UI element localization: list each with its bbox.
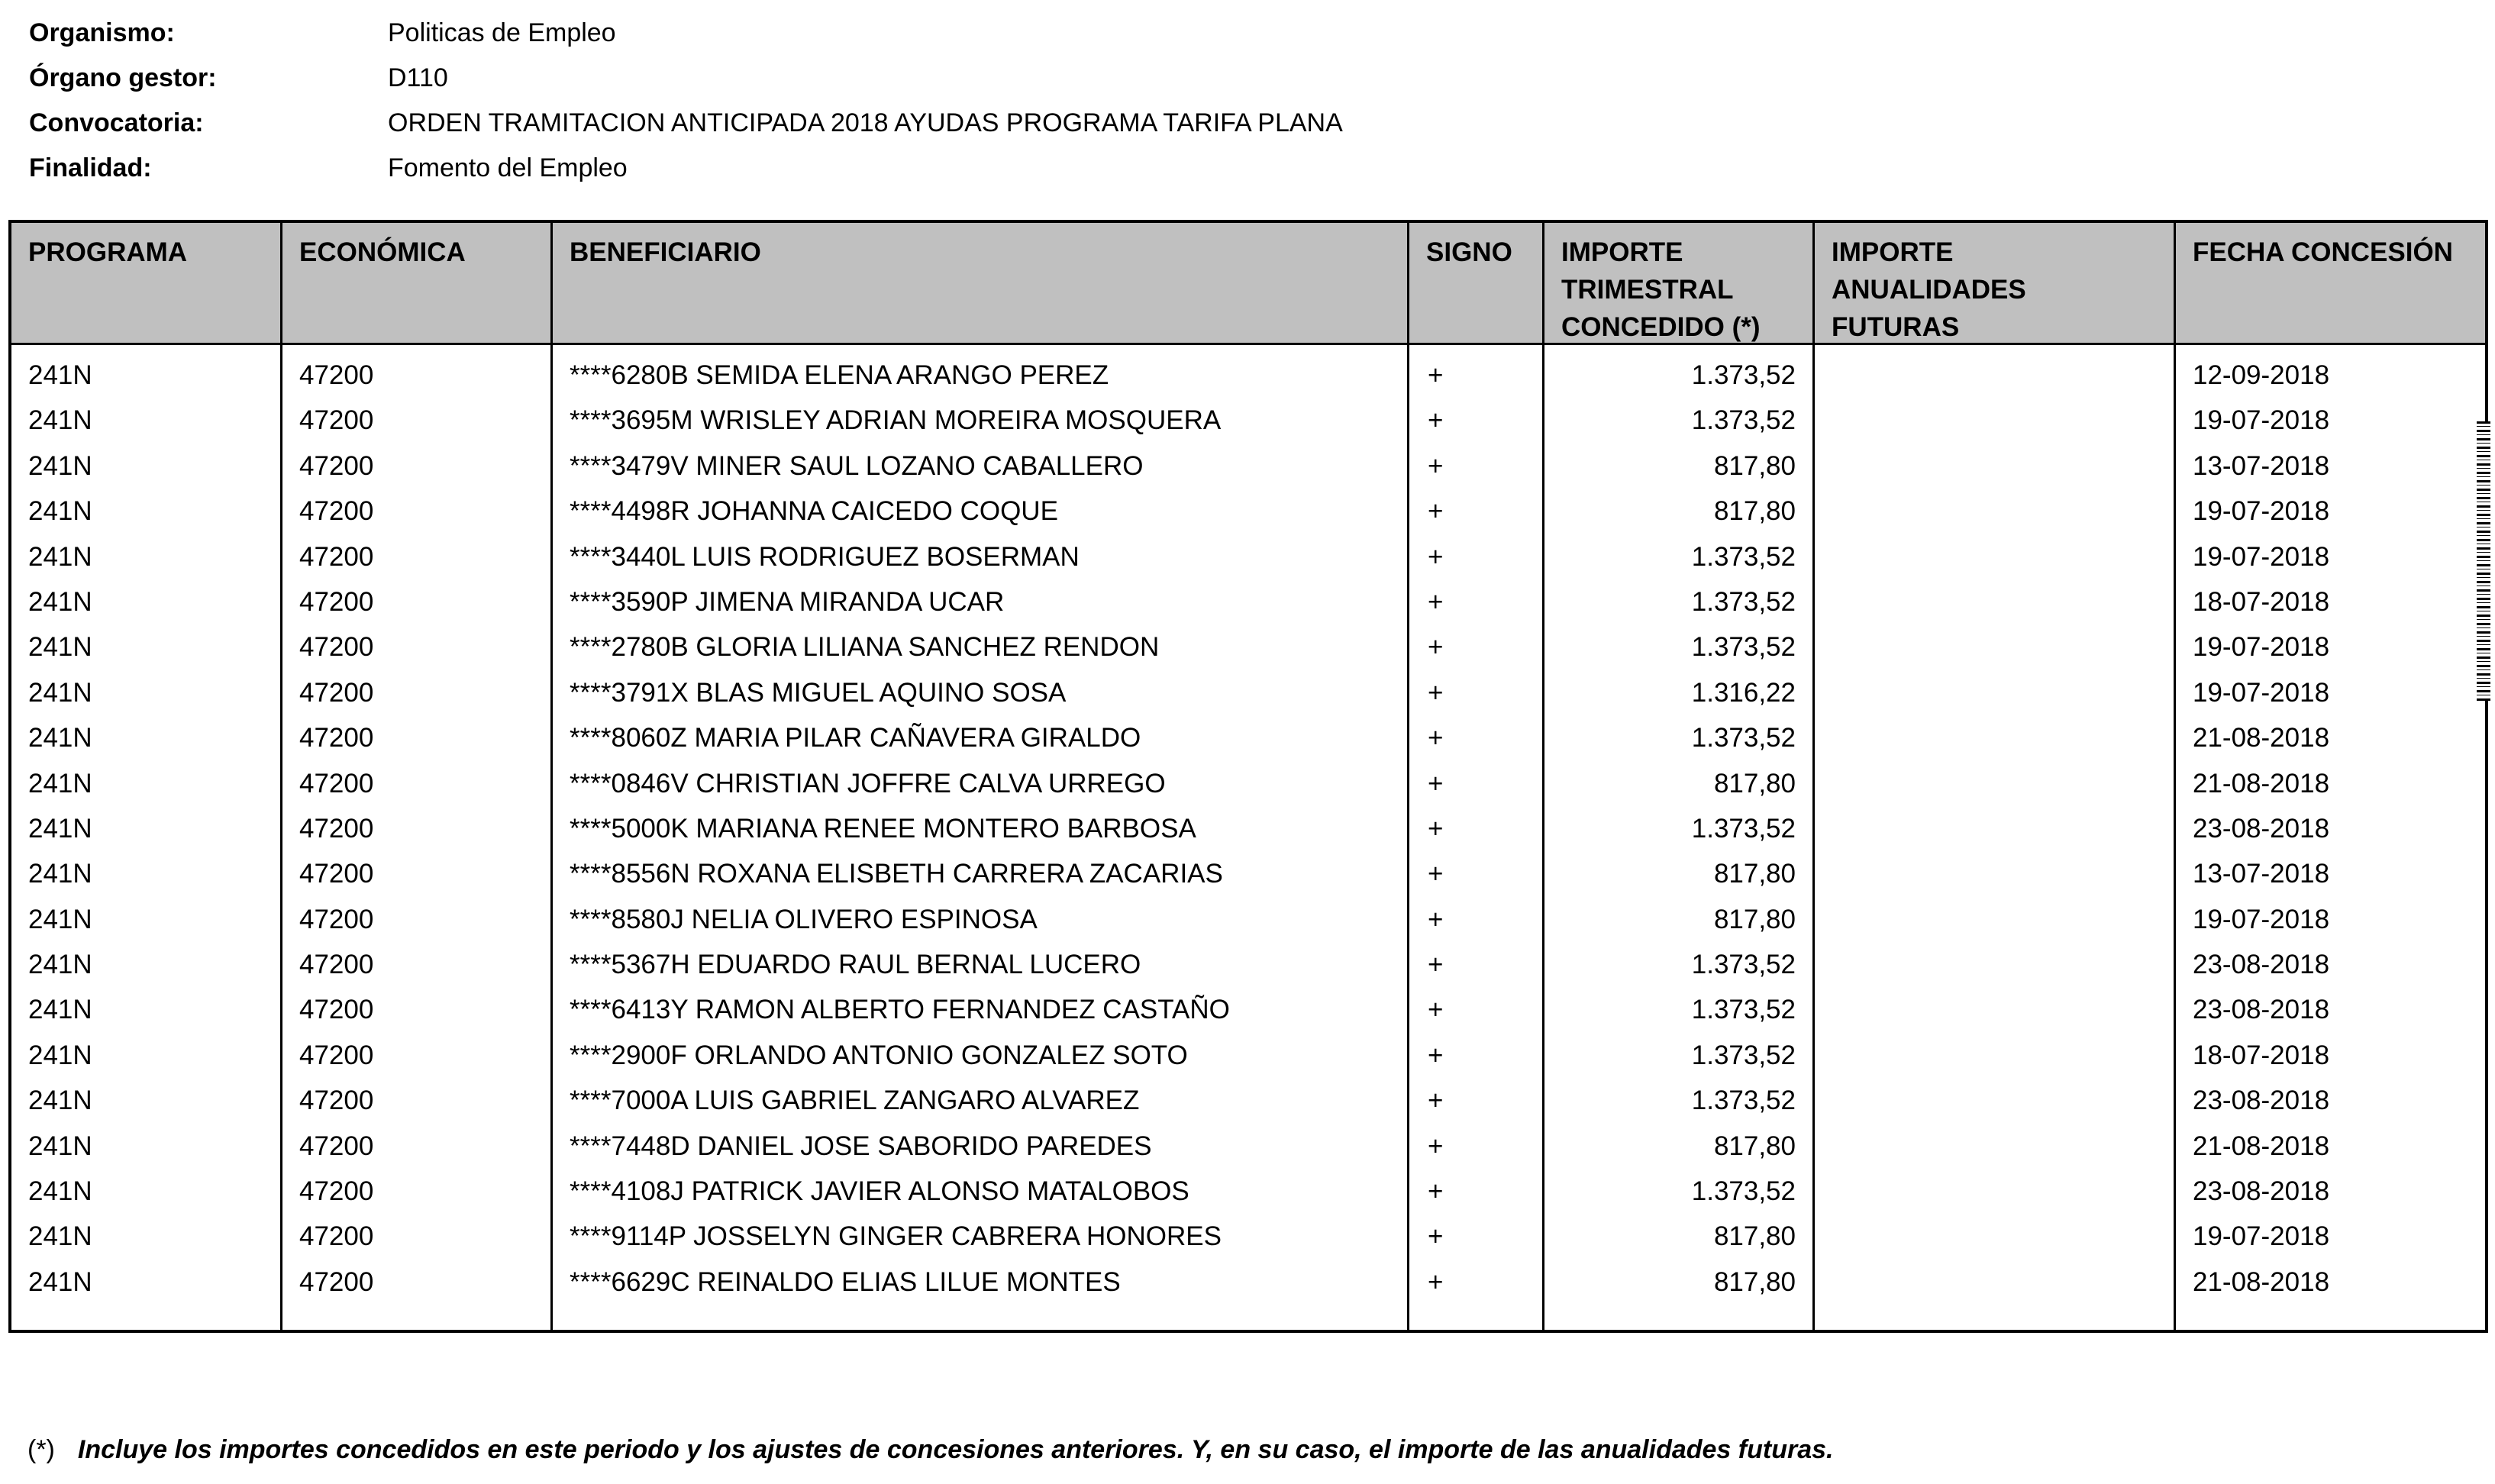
document-header	[29, 11, 1343, 191]
cell-fecha: 23-08-2018	[2193, 1176, 2330, 1207]
cell-economica: 47200	[299, 950, 374, 980]
cell-anualidades	[1815, 624, 2174, 669]
cell-signo: +	[1428, 677, 1444, 708]
cell-importe: 817,80	[1713, 1131, 1796, 1161]
cell-programa: 241N	[28, 950, 92, 980]
cell-signo: +	[1428, 360, 1444, 390]
cell-signo: +	[1428, 1131, 1444, 1161]
side-barcode	[2477, 421, 2490, 701]
cell-beneficiario: ****6280B SEMIDA ELENA ARANGO PEREZ	[570, 360, 1109, 390]
cell-fecha: 19-07-2018	[2193, 632, 2330, 663]
cell-signo: +	[1428, 541, 1444, 572]
cell-anualidades	[1815, 579, 2174, 624]
cell-anualidades	[1815, 715, 2174, 760]
cell-beneficiario: ****6413Y RAMON ALBERTO FERNANDEZ CASTAÑO	[570, 995, 1230, 1025]
cell-anualidades	[1815, 1033, 2174, 1078]
column-economica	[282, 223, 553, 1330]
cell-fecha: 19-07-2018	[2193, 405, 2330, 436]
header-signo	[1409, 223, 1542, 345]
cell-anualidades	[1815, 489, 2174, 534]
cell-importe: 1.373,52	[1691, 950, 1796, 980]
cell-beneficiario: ****8556N ROXANA ELISBETH CARRERA ZACARIAS	[570, 859, 1223, 889]
cell-importe: 817,80	[1713, 904, 1796, 934]
cell-economica: 47200	[299, 1266, 374, 1297]
cell-economica: 47200	[299, 677, 374, 708]
cell-programa: 241N	[28, 1221, 92, 1252]
cell-fecha: 13-07-2018	[2193, 859, 2330, 889]
header-anual-line-2: ANUALIDADES	[1832, 275, 2026, 305]
cell-signo: +	[1428, 768, 1444, 798]
cell-anualidades	[1815, 761, 2174, 806]
cell-economica: 47200	[299, 768, 374, 798]
cell-anualidades	[1815, 897, 2174, 942]
cell-programa: 241N	[28, 1131, 92, 1161]
cell-programa: 241N	[28, 496, 92, 527]
cell-economica: 47200	[299, 450, 374, 481]
cell-programa: 241N	[28, 586, 92, 617]
cell-programa: 241N	[28, 859, 92, 889]
cell-anualidades	[1815, 987, 2174, 1032]
header-beneficiario-label: BENEFICIARIO	[570, 237, 761, 267]
cell-importe: 1.373,52	[1691, 1176, 1796, 1207]
cell-fecha: 19-07-2018	[2193, 677, 2330, 708]
cell-importe: 1.373,52	[1691, 405, 1796, 436]
cell-economica: 47200	[299, 405, 374, 436]
cell-economica: 47200	[299, 1221, 374, 1252]
footnote	[27, 1435, 1833, 1465]
cell-signo: +	[1428, 586, 1444, 617]
cell-importe: 1.373,52	[1691, 586, 1796, 617]
cell-anualidades	[1815, 444, 2174, 489]
cell-signo: +	[1428, 632, 1444, 663]
cell-economica: 47200	[299, 1131, 374, 1161]
cell-programa: 241N	[28, 541, 92, 572]
organo-value: D110	[388, 63, 448, 92]
cell-fecha: 23-08-2018	[2193, 1086, 2330, 1116]
cell-fecha: 13-07-2018	[2193, 450, 2330, 481]
cell-fecha: 19-07-2018	[2193, 1221, 2330, 1252]
cell-signo: +	[1428, 995, 1444, 1025]
header-programa-label: PROGRAMA	[28, 237, 188, 267]
meta-organo-gestor	[29, 56, 1343, 101]
header-economica-label: ECONÓMICA	[299, 237, 466, 267]
cell-importe: 1.373,52	[1691, 360, 1796, 390]
cell-importe: 1.373,52	[1691, 632, 1796, 663]
header-beneficiario	[553, 223, 1407, 345]
cell-beneficiario: ****6629C REINALDO ELIAS LILUE MONTES	[570, 1266, 1121, 1297]
cell-beneficiario: ****4108J PATRICK JAVIER ALONSO MATALOBOS	[570, 1176, 1189, 1207]
cells-fecha	[2176, 345, 2485, 1305]
meta-finalidad	[29, 146, 1343, 191]
cell-fecha: 21-08-2018	[2193, 1131, 2330, 1161]
column-signo	[1409, 223, 1544, 1330]
cell-importe: 1.373,52	[1691, 723, 1796, 753]
cell-beneficiario: ****3791X BLAS MIGUEL AQUINO SOSA	[570, 677, 1067, 708]
column-programa	[11, 223, 282, 1330]
footnote-marker: (*)	[27, 1435, 55, 1464]
cell-beneficiario: ****3695M WRISLEY ADRIAN MOREIRA MOSQUERA	[570, 405, 1222, 436]
cell-signo: +	[1428, 723, 1444, 753]
cell-beneficiario: ****7000A LUIS GABRIEL ZANGARO ALVAREZ	[570, 1086, 1140, 1116]
cell-economica: 47200	[299, 586, 374, 617]
cells-programa	[11, 345, 280, 1305]
cell-signo: +	[1428, 904, 1444, 934]
cell-importe: 1.373,52	[1691, 813, 1796, 844]
cell-signo: +	[1428, 1221, 1444, 1252]
cell-beneficiario: ****3440L LUIS RODRIGUEZ BOSERMAN	[570, 541, 1080, 572]
cell-programa: 241N	[28, 360, 92, 390]
cell-fecha: 21-08-2018	[2193, 768, 2330, 798]
cell-fecha: 23-08-2018	[2193, 813, 2330, 844]
cell-beneficiario: ****8580J NELIA OLIVERO ESPINOSA	[570, 904, 1038, 934]
cell-signo: +	[1428, 950, 1444, 980]
cell-programa: 241N	[28, 813, 92, 844]
cells-anualidades	[1815, 345, 2174, 1305]
cell-beneficiario: ****4498R JOHANNA CAICEDO COQUE	[570, 496, 1058, 527]
cell-economica: 47200	[299, 541, 374, 572]
cell-signo: +	[1428, 1086, 1444, 1116]
cell-importe: 1.373,52	[1691, 1040, 1796, 1070]
cell-economica: 47200	[299, 859, 374, 889]
cell-fecha: 18-07-2018	[2193, 1040, 2330, 1070]
footnote-text: Incluye los importes concedidos en este periodo y los ajustes de concesiones anteriores. Y, en su caso, el importe de las anualidades futuras.	[77, 1435, 1834, 1464]
header-anual-line-3: FUTURAS	[1832, 312, 1960, 342]
header-fecha-label: FECHA CONCESIÓN	[2193, 237, 2453, 267]
cell-beneficiario: ****9114P JOSSELYN GINGER CABRERA HONORES	[570, 1221, 1222, 1252]
cell-signo: +	[1428, 1176, 1444, 1207]
cell-anualidades	[1815, 398, 2174, 443]
cell-anualidades	[1815, 1169, 2174, 1214]
header-importe-line-3: CONCEDIDO (*)	[1561, 312, 1761, 342]
cell-economica: 47200	[299, 632, 374, 663]
cells-beneficiario	[553, 345, 1407, 1305]
cell-beneficiario: ****2900F ORLANDO ANTONIO GONZALEZ SOTO	[570, 1040, 1188, 1070]
cells-importe	[1544, 345, 1812, 1305]
cell-programa: 241N	[28, 768, 92, 798]
cell-programa: 241N	[28, 1086, 92, 1116]
finalidad-value: Fomento del Empleo	[388, 153, 628, 182]
cell-fecha: 21-08-2018	[2193, 1266, 2330, 1297]
cell-fecha: 23-08-2018	[2193, 950, 2330, 980]
cell-importe: 817,80	[1713, 450, 1796, 481]
cell-importe: 1.373,52	[1691, 541, 1796, 572]
column-fecha-concesion	[2176, 223, 2485, 1330]
cell-importe: 1.373,52	[1691, 1086, 1796, 1116]
cell-anualidades	[1815, 806, 2174, 851]
header-fecha-concesion	[2176, 223, 2485, 345]
header-importe-line-2: TRIMESTRAL	[1561, 275, 1734, 305]
cell-programa: 241N	[28, 1266, 92, 1297]
header-anual-line-1: IMPORTE	[1832, 237, 1954, 267]
cell-signo: +	[1428, 450, 1444, 481]
cell-signo: +	[1428, 859, 1444, 889]
cell-signo: +	[1428, 813, 1444, 844]
cell-beneficiario: ****7448D DANIEL JOSE SABORIDO PAREDES	[570, 1131, 1152, 1161]
cell-beneficiario: ****3590P JIMENA MIRANDA UCAR	[570, 586, 1005, 617]
cell-anualidades	[1815, 353, 2174, 398]
header-importe-line-1: IMPORTE	[1561, 237, 1683, 267]
cell-economica: 47200	[299, 723, 374, 753]
cell-signo: +	[1428, 496, 1444, 527]
cell-programa: 241N	[28, 723, 92, 753]
cell-economica: 47200	[299, 1086, 374, 1116]
cell-signo: +	[1428, 1266, 1444, 1297]
finalidad-label: Finalidad:	[29, 153, 152, 182]
organismo-value: Politicas de Empleo	[388, 18, 616, 47]
column-importe-trimestral	[1544, 223, 1815, 1330]
cell-fecha: 21-08-2018	[2193, 723, 2330, 753]
organismo-label: Organismo:	[29, 18, 175, 47]
cell-economica: 47200	[299, 496, 374, 527]
cell-importe: 1.373,52	[1691, 995, 1796, 1025]
cell-signo: +	[1428, 405, 1444, 436]
header-importe-trimestral	[1544, 223, 1812, 345]
cell-anualidades	[1815, 942, 2174, 987]
cell-economica: 47200	[299, 904, 374, 934]
cell-fecha: 19-07-2018	[2193, 904, 2330, 934]
cell-importe: 1.316,22	[1691, 677, 1796, 708]
header-signo-label: SIGNO	[1426, 237, 1512, 267]
cell-fecha: 19-07-2018	[2193, 541, 2330, 572]
convocatoria-value: ORDEN TRAMITACION ANTICIPADA 2018 AYUDAS PROGRAMA TARIFA PLANA	[388, 108, 1343, 137]
cell-programa: 241N	[28, 1040, 92, 1070]
cell-beneficiario: ****8060Z MARIA PILAR CAÑAVERA GIRALDO	[570, 723, 1141, 753]
cell-beneficiario: ****3479V MINER SAUL LOZANO CABALLERO	[570, 450, 1144, 481]
cell-importe: 817,80	[1713, 1221, 1796, 1252]
cell-programa: 241N	[28, 1176, 92, 1207]
cell-beneficiario: ****0846V CHRISTIAN JOFFRE CALVA URREGO	[570, 768, 1166, 798]
cell-anualidades	[1815, 1214, 2174, 1259]
grants-table	[8, 220, 2488, 1333]
cells-signo	[1409, 345, 1542, 1305]
column-beneficiario	[553, 223, 1409, 1330]
cell-fecha: 23-08-2018	[2193, 995, 2330, 1025]
cell-economica: 47200	[299, 360, 374, 390]
cell-fecha: 12-09-2018	[2193, 360, 2330, 390]
organo-label: Órgano gestor:	[29, 63, 217, 92]
header-economica	[282, 223, 550, 345]
header-programa	[11, 223, 280, 345]
cell-economica: 47200	[299, 813, 374, 844]
header-importe-anualidades	[1815, 223, 2174, 345]
cells-economica	[282, 345, 550, 1305]
cell-programa: 241N	[28, 632, 92, 663]
cell-fecha: 18-07-2018	[2193, 586, 2330, 617]
cell-importe: 817,80	[1713, 496, 1796, 527]
cell-programa: 241N	[28, 450, 92, 481]
cell-beneficiario: ****5000K MARIANA RENEE MONTERO BARBOSA	[570, 813, 1196, 844]
cell-beneficiario: ****5367H EDUARDO RAUL BERNAL LUCERO	[570, 950, 1141, 980]
cell-fecha: 19-07-2018	[2193, 496, 2330, 527]
cell-anualidades	[1815, 851, 2174, 896]
cell-importe: 817,80	[1713, 859, 1796, 889]
cell-beneficiario: ****2780B GLORIA LILIANA SANCHEZ RENDON	[570, 632, 1160, 663]
meta-organismo	[29, 11, 1343, 56]
cell-programa: 241N	[28, 405, 92, 436]
cell-programa: 241N	[28, 677, 92, 708]
convocatoria-label: Convocatoria:	[29, 108, 204, 137]
cell-anualidades	[1815, 1124, 2174, 1169]
cell-anualidades	[1815, 534, 2174, 579]
cell-programa: 241N	[28, 995, 92, 1025]
cell-signo: +	[1428, 1040, 1444, 1070]
cell-economica: 47200	[299, 1040, 374, 1070]
cell-economica: 47200	[299, 1176, 374, 1207]
cell-economica: 47200	[299, 995, 374, 1025]
cell-anualidades	[1815, 670, 2174, 715]
cell-programa: 241N	[28, 904, 92, 934]
cell-anualidades	[1815, 1260, 2174, 1305]
cell-importe: 817,80	[1713, 1266, 1796, 1297]
column-importe-anualidades	[1815, 223, 2176, 1330]
meta-convocatoria	[29, 101, 1343, 146]
cell-importe: 817,80	[1713, 768, 1796, 798]
cell-anualidades	[1815, 1078, 2174, 1123]
